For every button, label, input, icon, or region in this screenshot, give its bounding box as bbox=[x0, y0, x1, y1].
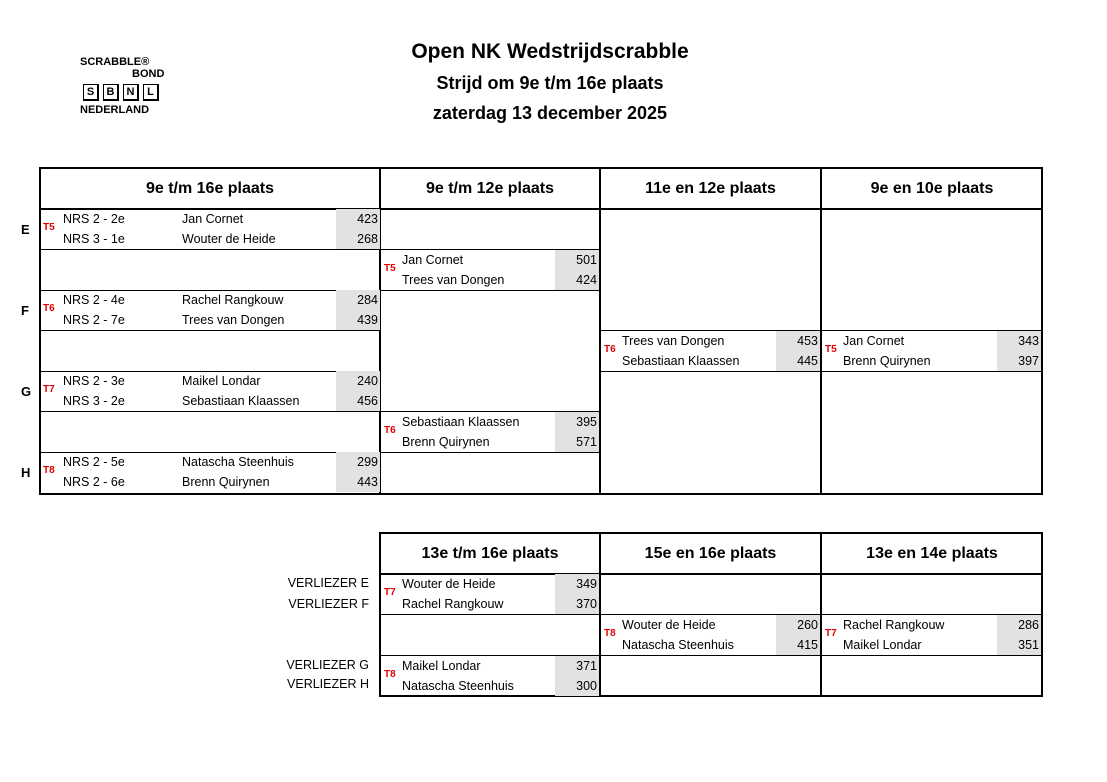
player-score: 268 bbox=[336, 229, 380, 249]
round-label: T7 bbox=[384, 587, 396, 598]
logo-tile: L bbox=[143, 84, 159, 101]
player-score: 349 bbox=[555, 574, 599, 594]
round-label: T8 bbox=[43, 465, 55, 476]
event-date: zaterdag 13 december 2025 bbox=[432, 103, 668, 123]
player-name: Jan Cornet bbox=[182, 212, 244, 226]
player-score: 445 bbox=[776, 351, 820, 371]
player-name: Rachel Rangkouw bbox=[182, 293, 284, 307]
player-score: 286 bbox=[997, 615, 1041, 635]
player-name: Rachel Rangkouw bbox=[843, 618, 945, 632]
match-15-16 bbox=[601, 615, 820, 656]
player-score: 501 bbox=[555, 250, 599, 270]
player-name: Trees van Dongen bbox=[622, 334, 725, 348]
player-score: 260 bbox=[776, 615, 820, 635]
match-9-12-a bbox=[381, 250, 599, 291]
loser-label-e: VERLIEZER E bbox=[287, 576, 369, 590]
group-label-f: F bbox=[21, 303, 29, 318]
match-g bbox=[40, 371, 380, 412]
player-score: 453 bbox=[776, 331, 820, 351]
col-header-9-12: 9e t/m 12e plaats bbox=[425, 179, 555, 197]
player-score: 415 bbox=[776, 635, 820, 655]
loser-label-g: VERLIEZER G bbox=[286, 658, 369, 672]
player-score: 300 bbox=[555, 676, 599, 696]
player-score: 395 bbox=[555, 412, 599, 432]
player-score: 397 bbox=[997, 351, 1041, 371]
round-label: T8 bbox=[384, 669, 396, 680]
col-header-11-12: 11e en 12e plaats bbox=[645, 179, 776, 197]
player-score: 343 bbox=[997, 331, 1041, 351]
player-score: 571 bbox=[555, 432, 599, 452]
loser-label-h: VERLIEZER H bbox=[287, 677, 369, 691]
player-name: Natascha Steenhuis bbox=[402, 679, 514, 693]
player-score: 299 bbox=[336, 452, 380, 472]
player-name: Natascha Steenhuis bbox=[182, 455, 294, 469]
player-name: Trees van Dongen bbox=[402, 273, 505, 287]
group-label-e: E bbox=[21, 222, 30, 237]
round-label: T7 bbox=[43, 384, 55, 395]
round-label: T5 bbox=[43, 222, 55, 233]
player-score: 456 bbox=[336, 391, 380, 411]
player-name: Sebastiaan Klaassen bbox=[622, 354, 740, 368]
logo-tile: N bbox=[123, 84, 139, 101]
player-score: 424 bbox=[555, 270, 599, 290]
page-subtitle: Strijd om 9e t/m 16e plaats bbox=[436, 73, 664, 93]
page-title: Open NK Wedstrijdscrabble bbox=[411, 40, 689, 63]
player-score: 423 bbox=[336, 209, 380, 229]
player-name: Wouter de Heide bbox=[622, 618, 716, 632]
seed-label: NRS 2 - 5e bbox=[63, 455, 125, 469]
player-name: Brenn Quirynen bbox=[182, 475, 270, 489]
player-score: 284 bbox=[336, 290, 380, 310]
loser-label-f: VERLIEZER F bbox=[288, 597, 369, 611]
logo-tile: B bbox=[103, 84, 119, 101]
player-score: 351 bbox=[997, 635, 1041, 655]
logo-line-3: NEDERLAND bbox=[80, 104, 150, 116]
seed-label: NRS 2 - 7e bbox=[63, 313, 125, 327]
group-label-h: H bbox=[21, 465, 31, 480]
seed-label: NRS 2 - 4e bbox=[63, 293, 125, 307]
round-label: T5 bbox=[825, 344, 837, 355]
match-9-12-b bbox=[381, 412, 599, 453]
seed-label: NRS 3 - 1e bbox=[63, 232, 125, 246]
match-11-12 bbox=[601, 331, 820, 372]
round-label: T6 bbox=[384, 425, 396, 436]
player-name: Maikel Londar bbox=[182, 374, 261, 388]
player-name: Sebastiaan Klaassen bbox=[182, 394, 300, 408]
match-f bbox=[40, 290, 380, 331]
player-score: 240 bbox=[336, 371, 380, 391]
round-label: T7 bbox=[825, 628, 837, 639]
player-name: Trees van Dongen bbox=[182, 313, 285, 327]
player-score: 370 bbox=[555, 594, 599, 614]
round-label: T6 bbox=[604, 344, 616, 355]
player-name: Maikel Londar bbox=[843, 638, 922, 652]
match-e bbox=[40, 209, 380, 250]
logo-tile: S bbox=[83, 84, 99, 101]
player-score: 443 bbox=[336, 472, 380, 492]
round-label: T8 bbox=[604, 628, 616, 639]
seed-label: NRS 2 - 3e bbox=[63, 374, 125, 388]
col-header-9-16: 9e t/m 16e plaats bbox=[145, 179, 275, 197]
match-h bbox=[40, 452, 380, 493]
col-header-9-10: 9e en 10e plaats bbox=[870, 179, 994, 197]
col-header-13-14: 13e en 14e plaats bbox=[866, 544, 998, 562]
scrabble-bond-logo bbox=[80, 56, 170, 116]
match-13-16-a bbox=[381, 574, 599, 615]
seed-label: NRS 3 - 2e bbox=[63, 394, 125, 408]
logo-tiles bbox=[83, 84, 170, 101]
player-name: Jan Cornet bbox=[402, 253, 464, 267]
match-13-14 bbox=[822, 615, 1041, 656]
player-name: Brenn Quirynen bbox=[843, 354, 931, 368]
player-name: Jan Cornet bbox=[843, 334, 905, 348]
col-header-13-16: 13e t/m 16e plaats bbox=[421, 544, 559, 562]
player-name: Brenn Quirynen bbox=[402, 435, 490, 449]
round-label: T6 bbox=[43, 303, 55, 314]
seed-label: NRS 2 - 2e bbox=[63, 212, 125, 226]
player-name: Maikel Londar bbox=[402, 659, 481, 673]
seed-label: NRS 2 - 6e bbox=[63, 475, 125, 489]
match-9-10 bbox=[822, 331, 1041, 372]
round-label: T5 bbox=[384, 263, 396, 274]
player-score: 439 bbox=[336, 310, 380, 330]
player-score: 371 bbox=[555, 656, 599, 676]
group-label-g: G bbox=[21, 384, 32, 399]
logo-line-1: SCRABBLE® bbox=[80, 56, 150, 68]
player-name: Wouter de Heide bbox=[182, 232, 276, 246]
player-name: Natascha Steenhuis bbox=[622, 638, 734, 652]
col-header-15-16: 15e en 16e plaats bbox=[644, 544, 777, 562]
logo-line-2: BOND bbox=[132, 68, 165, 80]
player-name: Wouter de Heide bbox=[402, 577, 496, 591]
match-13-16-b bbox=[381, 656, 599, 697]
player-name: Sebastiaan Klaassen bbox=[402, 415, 520, 429]
player-name: Rachel Rangkouw bbox=[402, 597, 504, 611]
